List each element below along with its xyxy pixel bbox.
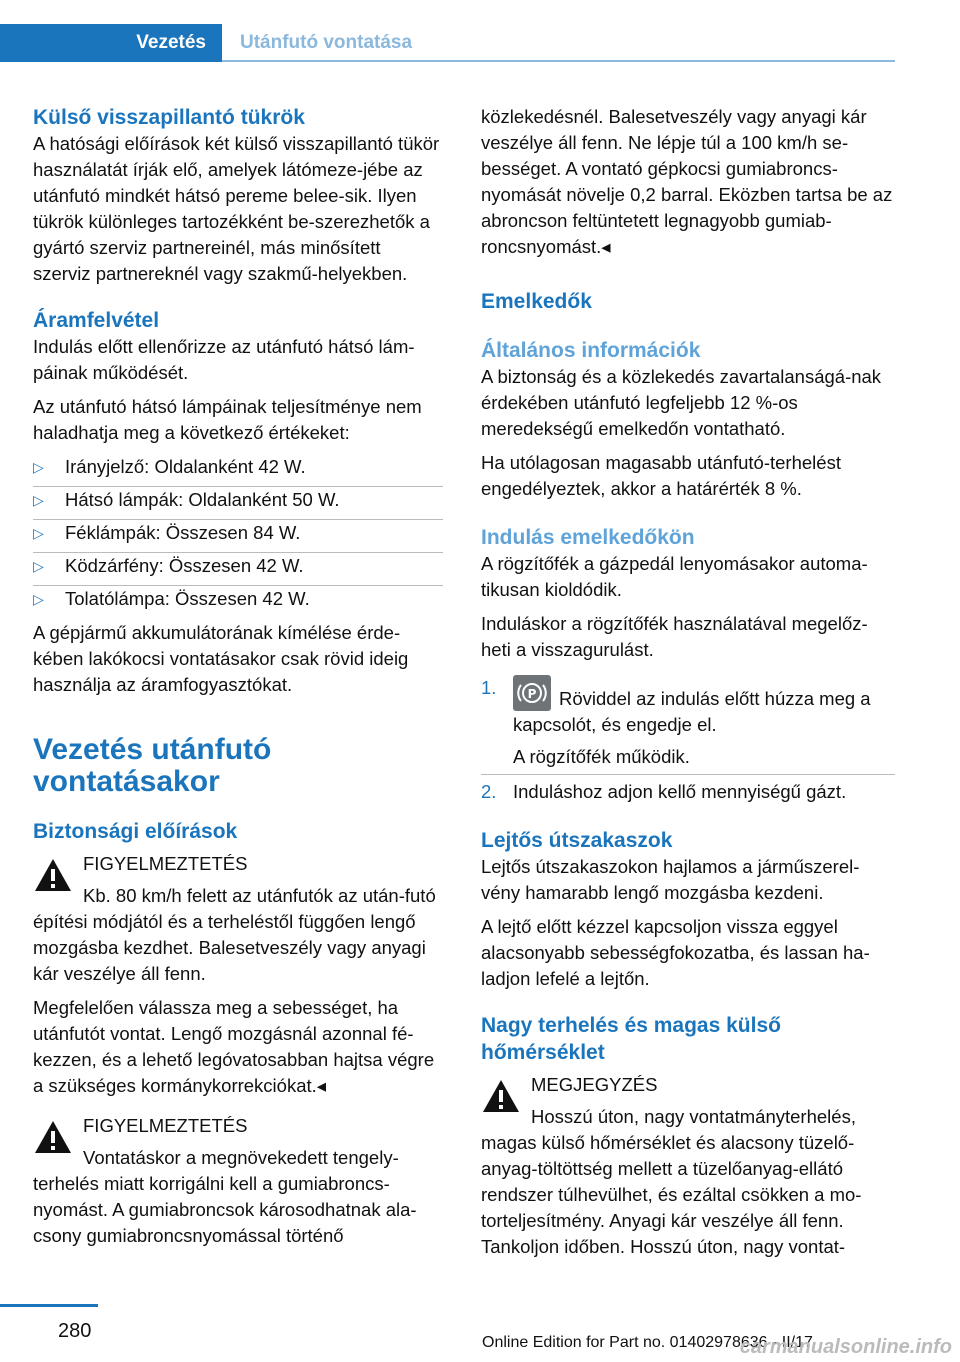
paragraph: A rögzítőfék a gázpedál lenyomásakor automa-tikusan kioldódik. [481, 553, 868, 600]
step-result: A rögzítőfék működik. [513, 746, 690, 767]
triangle-bullet-icon: ▷ [33, 591, 44, 607]
list-item [481, 779, 895, 805]
step-number: 1. [481, 677, 497, 698]
section-title: Külső visszapillantó tükrök [33, 106, 305, 129]
page-number: 280 [58, 1320, 92, 1342]
warning-triangle-icon [33, 857, 73, 893]
paragraph: Lejtős útszakaszokon hajlamos a járműszerel-vény hamarabb lengő mozgásba kezdeni. [481, 856, 860, 903]
watermark: carmanualsonline.info [739, 1336, 952, 1358]
step-text: Induláshoz adjon kellő mennyiségű gázt. [513, 781, 847, 802]
paragraph: közlekedésnél. Balesetveszély vagy anyagi kár veszélye áll fenn. Ne lépje túl a 100 km/h se-bességet. A vontató gépkocsi gumiabroncs-nyomását növelje 0,2 barral. Eközben tartsa be az abroncson feltüntetett legnagyobb gumiab-roncsnyomást.◂ [481, 106, 893, 257]
section-mirrors [33, 104, 443, 287]
paragraph: A hatósági előírások két külső visszapillantó tükör használatát írják elő, amelyek látómeze-jébe az utánfutó mindkét hátsó pereme belee-sik. Ilyen tükrök különleges tartozékként be-szerezhetők a gyártó szerviz partnereinél, más minősített szerviz partnereknél vagy szakmű-helyekben. [33, 133, 440, 284]
section-heavy-load [481, 1012, 895, 1260]
note-block [481, 1072, 895, 1260]
step-text: Röviddel az indulás előtt húzza meg a kapcsolót, és engedje el. [513, 688, 871, 735]
section-title: Emelkedők [481, 290, 592, 313]
warning-body: Vontatáskor a megnövekedett tengely-terhelés miatt korrigálni kell a gumiabroncs-nyomást. A gumiabroncsok károsodhatnak ala-csony gumiabroncsnyomással történő [33, 1147, 417, 1246]
chapter-title: Vezetés utánfutó vontatásakor [33, 733, 272, 798]
warning-triangle-icon [481, 1078, 521, 1114]
svg-text:P: P [527, 687, 537, 701]
paragraph: Az utánfutó hátsó lámpáinak teljesítménye nem haladhatja meg a következő értékeket: [33, 396, 422, 443]
section-slopes [481, 288, 895, 805]
list-item: ▷ Ködzárfény: Összesen 42 W. [33, 553, 443, 586]
step-number: 2. [481, 781, 497, 802]
list-item: ▷ Féklámpák: Összesen 84 W. [33, 520, 443, 553]
section-downhill [481, 827, 895, 992]
section-title: Lejtős útszakaszok [481, 829, 673, 852]
warning-triangle-icon [33, 1119, 73, 1155]
section-safety [33, 818, 443, 1249]
warning-title: FIGYELMEZTETÉS [83, 853, 248, 874]
paragraph: Megfelelően válassza meg a sebességet, ha utánfutót vontat. Lengő mozgásnál azonnal fé-kezzen, és a lehető legóvatosabban hajtsa végre a szükséges kormánykorrekciókat.◂ [33, 997, 435, 1096]
triangle-bullet-icon: ▷ [33, 492, 44, 508]
footer-rule [0, 1304, 98, 1307]
power-list [33, 454, 443, 616]
triangle-bullet-icon: ▷ [33, 525, 44, 541]
warning-body: Kb. 80 km/h felett az utánfutók az után-futó építési módjától és a terheléstől függően lengő mozgásba kezdhet. Balesetveszély vagy anyagi kár veszélye áll fenn. [33, 885, 436, 984]
warning-title: FIGYELMEZTETÉS [83, 1115, 248, 1136]
list-item: ▷ Hátsó lámpák: Oldalanként 50 W. [33, 487, 443, 520]
parking-brake-icon [513, 675, 551, 711]
section-title: Áramfelvétel [33, 309, 160, 332]
list-item: ▷ Irányjelző: Oldalanként 42 W. [33, 454, 443, 487]
paragraph: Ha utólagosan magasabb utánfutó-terhelést engedélyeztek, akkor a határérték 8 %. [481, 452, 841, 499]
paragraph: Indulás előtt ellenőrizze az utánfutó hátsó lám-páinak működését. [33, 336, 415, 383]
paragraph: Induláskor a rögzítőfék használatával megelőz-heti a visszagurulást. [481, 613, 868, 660]
header-rule [222, 60, 895, 62]
triangle-bullet-icon: ▷ [33, 558, 44, 574]
left-column [33, 104, 443, 1257]
triangle-bullet-icon: ▷ [33, 459, 44, 475]
paragraph: A biztonság és a közlekedés zavartalanságá-nak érdekében utánfutó legfeljebb 12 %-os meredekségű emelkedőn vontatható. [481, 366, 882, 439]
tab-vezetes[interactable]: Vezetés [0, 24, 222, 62]
list-item [481, 675, 895, 775]
warning-block [33, 1113, 443, 1249]
tab-utanfuto-vontatasa[interactable]: Utánfutó vontatása [240, 32, 413, 53]
header-tabbar [0, 24, 895, 62]
note-title: MEGJEGYZÉS [531, 1074, 658, 1095]
steps-list [481, 675, 895, 805]
list-item: ▷ Tolatólámpa: Összesen 42 W. [33, 586, 443, 616]
edition-text: Online Edition for Part no. 01402978636 - II/17 [482, 1334, 813, 1351]
warning-block [33, 851, 443, 1099]
note-body: Hosszú úton, nagy vontatmányterhelés, magas külső hőmérséklet és alacsony tüzelő-anyag-töltöttség mellett a tüzelőanyag-ellátó rendszer túlhevülhet, és ezáltal csökken a mo-torteljesítmény. Anyagi kár veszélye áll fenn. Tankoljon időben. Hosszú úton, nagy vontat- [481, 1106, 862, 1257]
subsection-title: Indulás emelkedőkön [481, 526, 695, 549]
paragraph: A lejtő előtt kézzel kapcsoljon vissza eggyel alacsonyabb sebességfokozatba, és lassan ha-ladjon lefelé a lejtőn. [481, 916, 870, 989]
subsection-title: Általános információk [481, 339, 701, 362]
section-title: Biztonsági előírások [33, 820, 238, 843]
section-title: Nagy terhelés és magas külső hőmérséklet [481, 1014, 781, 1064]
paragraph: A gépjármű akkumulátorának kímélése érde-kében lakókocsi vontatásakor csak rövid ideig használja az áramfogyasztókat. [33, 622, 409, 695]
right-column [481, 104, 895, 1268]
section-power [33, 307, 443, 698]
